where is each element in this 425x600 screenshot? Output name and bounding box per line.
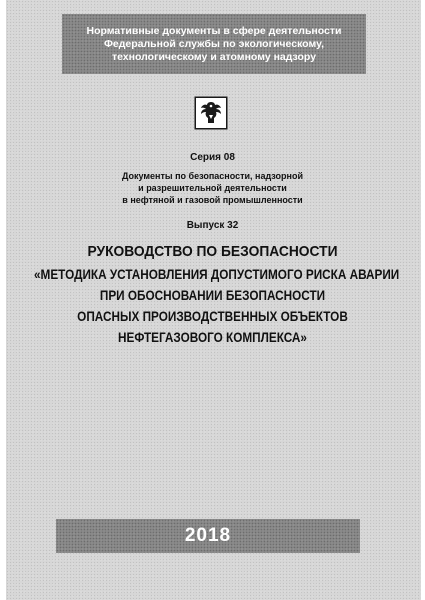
series-label: Серия 08 xyxy=(190,152,235,163)
header-band xyxy=(62,14,366,74)
document-subtitle-line-4: НЕФТЕГАЗОВОГО КОМПЛЕКСА» xyxy=(118,329,307,345)
document-title: РУКОВОДСТВО ПО БЕЗОПАСНОСТИ xyxy=(87,243,338,260)
header-line-2: Федеральной службы по экологическому, xyxy=(103,37,325,50)
issue-label: Выпуск 32 xyxy=(186,220,239,231)
series-description-line-2: и разрешительной деятельности xyxy=(138,183,287,193)
series-description xyxy=(0,170,425,206)
publication-year: 2018 xyxy=(184,525,232,546)
header-line-3: технологическому и атомному надзору xyxy=(111,50,317,63)
series-description-line-1: Документы по безопасности, надзорной xyxy=(121,171,304,181)
document-subtitle-line-3: ОПАСНЫХ ПРОИЗВОДСТВЕННЫХ ОБЪЕКТОВ xyxy=(77,308,348,324)
series-description-line-3: в нефтяной и газовой промышленности xyxy=(122,195,303,205)
eagle-emblem-icon xyxy=(194,96,228,130)
year-band xyxy=(56,519,360,553)
header-line-1: Нормативные документы в сфере деятельности xyxy=(86,24,342,37)
document-subtitle xyxy=(34,264,400,348)
document-subtitle-line-2: ПРИ ОБОСНОВАНИИ БЕЗОПАСНОСТИ xyxy=(99,287,326,303)
document-subtitle-line-1: «МЕТОДИКА УСТАНОВЛЕНИЯ ДОПУСТИМОГО РИСКА АВАРИИ xyxy=(34,266,400,282)
